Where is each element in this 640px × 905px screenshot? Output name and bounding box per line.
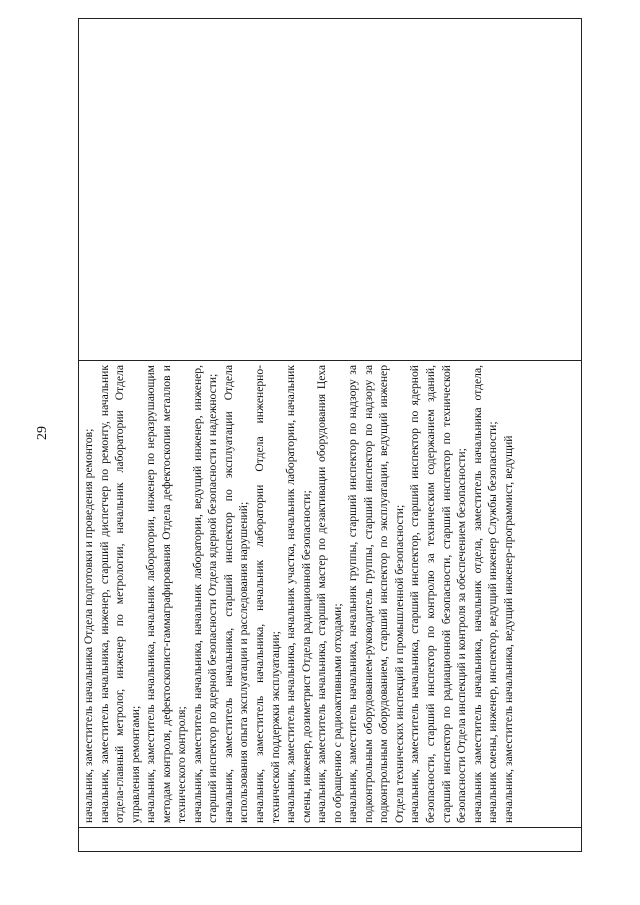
list-item: начальник, заместитель начальника Отдела подготовки и проведения ремонтов; (82, 428, 95, 823)
list-item: начальник, заместитель начальника, ведущий инженер-программист, ведущий (501, 435, 515, 823)
list-item: начальник, заместитель начальника, старший инспектор, старший инспектор по ядерной безопасности, старший инспектор по контролю за техническим содержанием зданий, старший инспектор по радиационной безопасности, старший инспектор по технической безопасности Отдела инспекций и контроля за обеспечением безопасности; (408, 365, 469, 823)
table-cell-number (79, 828, 582, 852)
list-item: начальник, заместитель начальника, начальник группы, старший инспектор по надзору за подконтрольным оборудованием-руководитель группы, старший инспектор по надзору за подконтрольным оборудованием, старший инспектор по эксплуатации, ведущий инженер Отдела технических инспекций и промышленной безопасности; (346, 365, 406, 823)
list-item: начальник, заместитель начальника, начальник лаборатории, инженер по неразрушающим методам контроля, дефектоскопист-гаммаграфирования Отдела дефектоскопии металлов и технического контроля; (144, 365, 189, 823)
list-item: начальник, заместитель начальника, инженер, старший диспетчер по ремонту, начальник отдела-главный метролог, инженер по метрологии, начальник лаборатории Отдела управления ремонтами; (97, 365, 142, 823)
table-cell-positions (79, 361, 582, 828)
list-item: начальник, заместитель начальника, начальник лаборатории, ведущий инженер, инженер, старший инспектор по ядерной безопасности Отдела ядерной безопасности и надежности; (190, 365, 220, 823)
table-row (79, 19, 582, 852)
list-item: начальник, заместитель начальника, начальник лаборатории Отдела инженерно-технической поддержки эксплуатации; (253, 365, 282, 823)
rotated-table-container (78, 22, 582, 852)
page-number: 29 (35, 426, 50, 440)
list-item: начальник заместитель начальника, начальник отдела, заместитель начальника отдела, начальник смены, инженер, инспектор, ведущий инженер Службы безопасности; (470, 365, 500, 823)
position-list (79, 361, 518, 827)
document-table (78, 18, 582, 852)
list-item: начальник, заместитель начальника, начальник участка, начальник лаборатории, начальник смены, инженер, дозиметрист Отдела радиационной безопасности; (284, 365, 313, 823)
list-item: начальник, заместитель начальника, старший инспектор по эксплуатации Отдела использования опыта эксплуатации и расследования нарушений; (221, 365, 251, 823)
list-item: начальник, заместитель начальника, старший мастер по дезактивации оборудования Цеха по обращению с радиоактивными отходами; (315, 365, 344, 823)
table-cell-empty (79, 19, 582, 361)
